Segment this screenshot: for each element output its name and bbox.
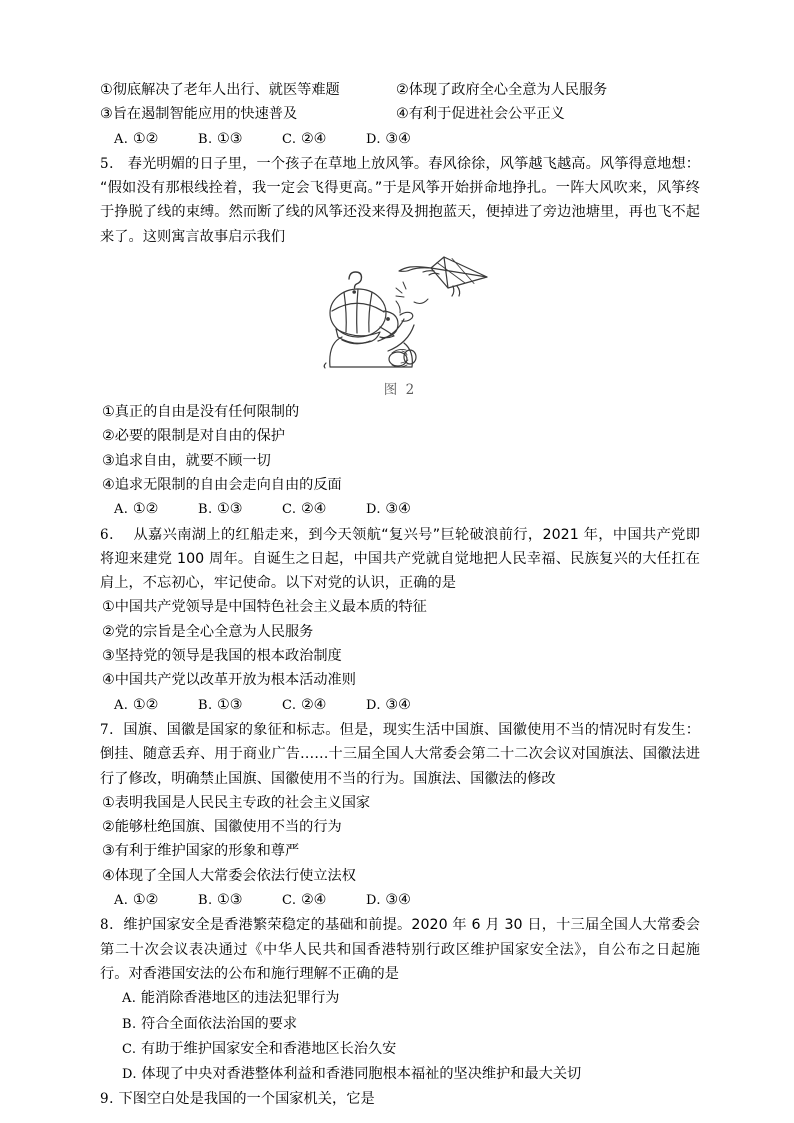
question-6-option-2: ②党的宗旨是全心全意为人民服务 bbox=[102, 623, 314, 640]
question-6-choices bbox=[100, 693, 700, 718]
question-5-figure bbox=[100, 255, 700, 398]
question-6-stem-text: 从嘉兴南湖上的红船走来，到今天领航“复兴号”巨轮破浪前行，2021 年，中国共产党即将迎来建党 100 周年。自诞生之日起，中国共产党就自觉地把人民幸福、民族复兴的大任扛在肩上，不忘初心，牢记使命。以下对党的认识，正确的是 bbox=[100, 526, 700, 592]
page-content bbox=[100, 78, 700, 1112]
question-4-choice-d[interactable]: D. ③④ bbox=[366, 130, 411, 147]
question-5-choices bbox=[100, 497, 700, 522]
question-8-choice-d[interactable]: D. 体现了中央对香港整体利益和香港同胞根本福祉的坚决维护和最大关切 bbox=[122, 1066, 582, 1083]
question-6-choice-b[interactable]: B. ①③ bbox=[198, 696, 243, 713]
question-4-option-1: ①彻底解决了老年人出行、就医等难题 bbox=[100, 82, 340, 98]
question-4-choice-c[interactable]: C. ②④ bbox=[282, 130, 327, 147]
question-6-option-3: ③坚持党的领导是我国的根本政治制度 bbox=[102, 648, 342, 665]
question-5 bbox=[100, 152, 700, 523]
question-4-options-row-2 bbox=[100, 102, 700, 126]
question-4-choice-a[interactable]: A. ①② bbox=[114, 130, 159, 147]
question-4-option-4: ④有利于促进社会公平正义 bbox=[396, 106, 565, 123]
question-8-number: 8. bbox=[100, 917, 114, 934]
question-6-number: 6. bbox=[100, 526, 114, 543]
question-4-choice-b[interactable]: B. ①③ bbox=[198, 130, 243, 147]
question-6-choice-c[interactable]: C. ②④ bbox=[282, 696, 327, 713]
question-7-option-2: ②能够杜绝国旗、国徽使用不当的行为 bbox=[102, 819, 342, 836]
question-9-stem-text: 下图空白处是我国的一个国家机关，它是 bbox=[118, 1091, 375, 1108]
question-9-number: 9. bbox=[100, 1091, 114, 1108]
question-5-stem bbox=[100, 152, 700, 249]
question-8-stem bbox=[100, 913, 700, 986]
question-6 bbox=[100, 523, 700, 718]
question-6-choice-a[interactable]: A. ①② bbox=[114, 696, 159, 713]
question-4-option-2: ②体现了政府全心全意为人民服务 bbox=[396, 82, 608, 98]
question-7-choice-b[interactable]: B. ①③ bbox=[198, 892, 243, 909]
question-5-number: 5. bbox=[100, 155, 114, 172]
figure-caption: 图 2 bbox=[383, 382, 417, 399]
question-7 bbox=[100, 718, 700, 913]
question-6-choice-d[interactable]: D. ③④ bbox=[366, 696, 411, 713]
question-8-choice-c[interactable]: C. 有助于维护国家安全和香港地区长治久安 bbox=[122, 1040, 397, 1057]
question-8-choice-a[interactable]: A. 能消除香港地区的违法犯罪行为 bbox=[122, 990, 340, 1007]
question-5-option-2: ②必要的限制是对自由的保护 bbox=[102, 428, 285, 445]
question-7-choices bbox=[100, 888, 700, 913]
question-8-stem-text: 维护国家安全是香港繁荣稳定的基础和前提。2020 年 6 月 30 日，十三届全国人大常委会第二十次会议表决通过《中华人民共和国香港特别行政区维护国家安全法》，自公布之日起施行。对香港国安法的公布和施行理解不正确的是 bbox=[100, 917, 700, 982]
question-9-stem bbox=[100, 1087, 700, 1111]
question-4-tail bbox=[100, 78, 700, 152]
question-4-choices bbox=[100, 127, 700, 152]
question-7-option-3: ③有利于维护国家的形象和尊严 bbox=[102, 843, 300, 860]
question-7-stem bbox=[100, 718, 700, 791]
question-6-option-4: ④中国共产党以改革开放为根本活动准则 bbox=[102, 672, 356, 689]
question-9 bbox=[100, 1087, 700, 1111]
question-5-option-3: ③追求自由，就要不顾一切 bbox=[102, 452, 271, 469]
question-5-option-1: ①真正的自由是没有任何限制的 bbox=[102, 404, 300, 421]
question-5-choice-d[interactable]: D. ③④ bbox=[366, 501, 411, 518]
question-5-option-4: ④追求无限制的自由会走向自由的反面 bbox=[102, 476, 342, 493]
question-8-choice-b[interactable]: B. 符合全面依法治国的要求 bbox=[122, 1015, 298, 1032]
question-7-option-1: ①表明我国是人民民主专政的社会主义国家 bbox=[102, 794, 371, 811]
question-4-options-row-1 bbox=[100, 78, 700, 102]
question-7-stem-text: 国旗、国徽是国家的象征和标志。但是，现实生活中国旗、国徽使用不当的情况时有发生：倒挂、随意丢弃、用于商业广告……十三届全国人大常委会第二十二次会议对国旗法、国徽法进行了修改，明确禁止国旗、国徽使用不当的行为。国旗法、国徽法的修改 bbox=[100, 721, 700, 787]
question-6-option-1: ①中国共产党领导是中国特色社会主义最本质的特征 bbox=[102, 599, 427, 616]
question-4-option-3: ③旨在遏制智能应用的快速普及 bbox=[100, 106, 298, 123]
question-5-stem-text: 春光明媚的日子里，一个孩子在草地上放风筝。春风徐徐，风筝越飞越高。风筝得意地想：“假如没有那根线拴着，我一定会飞得更高。”于是风筝开始拼命地挣扎。一阵大风吹来，风筝终于挣脱了线的束缚。然而断了线的风筝还没来得及拥抱蓝天，便掉进了旁边池塘里，再也飞不起来了。这则寓言故事启示我们 bbox=[100, 155, 700, 245]
question-7-choice-c[interactable]: C. ②④ bbox=[282, 892, 327, 909]
question-5-choice-c[interactable]: C. ②④ bbox=[282, 501, 327, 518]
question-6-stem bbox=[100, 523, 700, 596]
question-7-option-4: ④体现了全国人大常委会依法行使立法权 bbox=[102, 867, 356, 884]
question-5-choice-a[interactable]: A. ①② bbox=[114, 501, 159, 518]
question-7-choice-d[interactable]: D. ③④ bbox=[366, 892, 411, 909]
question-7-choice-a[interactable]: A. ①② bbox=[114, 892, 159, 909]
question-8 bbox=[100, 913, 700, 1087]
question-5-choice-b[interactable]: B. ①③ bbox=[198, 501, 243, 518]
question-7-number: 7. bbox=[100, 721, 114, 738]
kite-illustration bbox=[292, 255, 508, 373]
